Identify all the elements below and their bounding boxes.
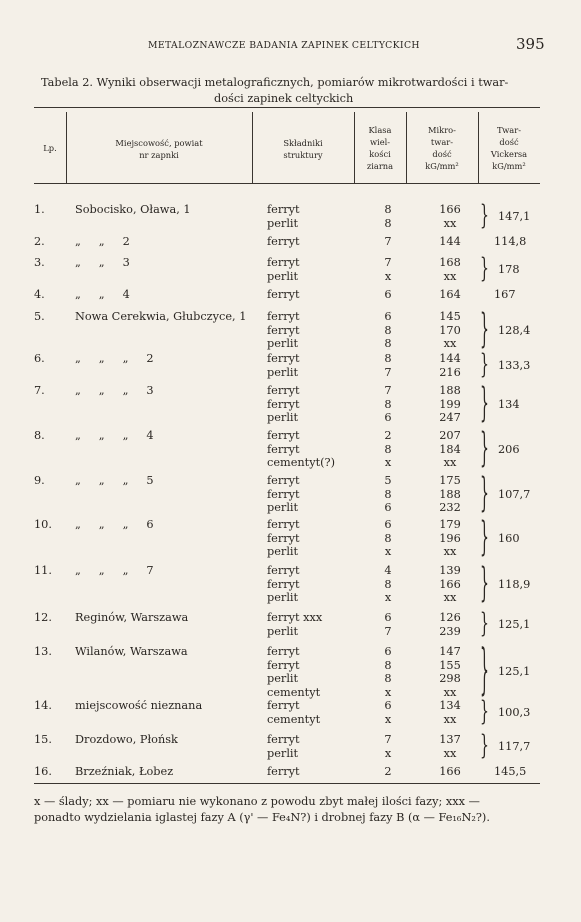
header-vickers-line: dość <box>499 137 519 147</box>
structure-component: ferryt <box>267 518 300 531</box>
location-name: „ „ „ 6 <box>75 518 154 531</box>
table-caption-line-1: Tabela 2. Wyniki obserwacji metalograficznych, pomiarów mikrotwardości i twar- <box>41 76 509 89</box>
vickers-hardness: 147,1 <box>498 209 531 223</box>
grouping-brace-icon: } <box>480 561 489 608</box>
location-name: Wilanów, Warszawa <box>75 645 188 658</box>
vickers-hardness: 125,1 <box>498 617 531 631</box>
grain-class: 2 <box>384 429 392 442</box>
grain-class: 8 <box>384 397 392 411</box>
row-number: 11. <box>34 564 52 577</box>
page-number: 395 <box>516 35 545 53</box>
row-number: 10. <box>34 518 52 531</box>
grain-class: 6 <box>384 288 392 301</box>
grain-class: 8 <box>384 577 392 591</box>
grouping-brace-icon: } <box>480 731 489 762</box>
row-number: 2. <box>34 235 45 248</box>
structure-component: ferryt <box>267 203 300 216</box>
structure-component: ferryt <box>267 658 300 672</box>
microhardness: 137 <box>439 733 461 746</box>
grain-class: 7 <box>384 235 392 248</box>
row-number: 1. <box>34 203 45 216</box>
microhardness: 184 <box>439 442 461 456</box>
grain-class: 7 <box>384 733 392 746</box>
microhardness: 216 <box>439 365 461 379</box>
structure-component: ferryt <box>267 323 300 337</box>
grain-class: 6 <box>384 699 392 712</box>
row-number: 9. <box>34 474 45 487</box>
grain-class: 6 <box>384 645 392 658</box>
header-components-line: struktury <box>283 150 323 160</box>
grain-class: 6 <box>384 411 392 424</box>
structure-component: perlit <box>267 591 299 604</box>
grain-class: 5 <box>384 474 392 487</box>
structure-component: ferryt <box>267 577 300 591</box>
running-head: METALOZNAWCZE BADANIA ZAPINEK CELTYCKICH <box>148 40 420 51</box>
grain-class: x <box>384 685 392 699</box>
footnote-line-2: ponadto wydzielania iglastej fazy A (γ' — Fe₄N?) i drobnej fazy B (α — Fe₁₆N₂?). <box>34 811 490 824</box>
table-caption-line-2: dości zapinek celtyckich <box>214 92 354 105</box>
grain-class: x <box>384 456 392 469</box>
header-microhardness-line: Mikro- <box>428 125 456 135</box>
microhardness: 144 <box>439 235 461 248</box>
vickers-hardness: 133,3 <box>498 358 531 372</box>
grain-class: 7 <box>384 384 392 397</box>
vickers-hardness: 118,9 <box>498 577 531 591</box>
grouping-brace-icon: } <box>480 350 489 381</box>
header-components-line: Składniki <box>283 138 323 148</box>
vickers-hardness: 117,7 <box>498 739 531 753</box>
structure-component: ferryt <box>267 235 300 248</box>
grain-class: x <box>384 591 392 604</box>
grain-class: 7 <box>384 365 392 379</box>
microhardness: 239 <box>439 624 461 638</box>
grouping-brace-icon: } <box>480 254 489 285</box>
grain-class: 8 <box>384 203 392 216</box>
structure-component: perlit <box>267 216 299 230</box>
grouping-brace-icon: } <box>480 471 489 518</box>
structure-component: ferryt xxx <box>267 611 323 624</box>
grouping-brace-icon: } <box>480 641 489 703</box>
header-lp: Lp. <box>43 143 57 153</box>
vickers-hardness: 107,7 <box>498 487 531 501</box>
grouping-brace-icon: } <box>480 381 489 428</box>
microhardness: 196 <box>439 531 461 545</box>
row-number: 13. <box>34 645 52 658</box>
header-location-line: nr zapnki <box>139 150 179 160</box>
structure-component: perlit <box>267 365 299 379</box>
structure-component: ferryt <box>267 429 300 442</box>
microhardness: 298 <box>439 672 461 685</box>
vickers-hardness: 145,5 <box>494 765 527 778</box>
header-grain-class-line: ziarna <box>366 161 394 171</box>
structure-component: cementyt <box>267 712 321 726</box>
row-number: 3. <box>34 256 45 269</box>
microhardness: 126 <box>439 611 461 624</box>
microhardness: 166 <box>439 765 461 778</box>
structure-component: perlit <box>267 672 299 685</box>
location-name: „ „ „ 2 <box>75 352 154 365</box>
header-vickers-line: kG/mm² <box>492 161 526 171</box>
microhardness: xx <box>443 337 457 350</box>
location-name: Sobocisko, Oława, 1 <box>75 203 191 216</box>
grouping-brace-icon: } <box>480 515 489 562</box>
microhardness: 144 <box>439 352 461 365</box>
microhardness: 166 <box>439 203 461 216</box>
location-name: „ „ 3 <box>75 256 130 269</box>
vickers-hardness: 125,1 <box>498 665 531 679</box>
grouping-brace-icon: } <box>480 697 489 728</box>
grain-class: 6 <box>384 501 392 514</box>
microhardness: 247 <box>439 411 461 424</box>
structure-component: ferryt <box>267 474 300 487</box>
microhardness: 179 <box>439 518 461 531</box>
vickers-hardness: 167 <box>494 288 516 301</box>
grain-class: 8 <box>384 442 392 456</box>
footnote-line-1: x — ślady; xx — pomiaru nie wykonano z powodu zbyt małej ilości fazy; xxx — <box>34 795 480 808</box>
structure-component: ferryt <box>267 310 300 323</box>
header-vickers-line: Vickersa <box>490 149 528 159</box>
grain-class: x <box>384 712 392 726</box>
structure-component: ferryt <box>267 256 300 269</box>
structure-component: perlit <box>267 269 299 283</box>
structure-component: ferryt <box>267 765 300 778</box>
grain-class: 2 <box>384 765 392 778</box>
row-number: 14. <box>34 699 52 712</box>
table-bottom-rule <box>34 783 540 784</box>
microhardness: 188 <box>439 384 461 397</box>
microhardness: 168 <box>439 256 461 269</box>
structure-component: perlit <box>267 501 299 514</box>
grain-class: 6 <box>384 310 392 323</box>
location-name: Reginów, Warszawa <box>75 611 189 624</box>
microhardness: xx <box>443 746 457 760</box>
microhardness: 139 <box>439 564 461 577</box>
structure-component: ferryt <box>267 733 300 746</box>
header-location-line: Miejscowość, powiat <box>115 138 203 148</box>
microhardness: 166 <box>439 577 461 591</box>
location-name: „ „ „ 4 <box>75 429 154 442</box>
microhardness: 164 <box>439 288 461 301</box>
grouping-brace-icon: } <box>480 307 489 354</box>
structure-component: ferryt <box>267 384 300 397</box>
header-vickers-line: Twar- <box>496 125 522 135</box>
structure-component: perlit <box>267 545 299 558</box>
microhardness: xx <box>443 216 457 230</box>
row-number: 7. <box>34 384 45 397</box>
structure-component: perlit <box>267 411 299 424</box>
microhardness: xx <box>443 685 457 699</box>
microhardness: xx <box>443 591 457 604</box>
structure-component: perlit <box>267 624 299 638</box>
microhardness: 145 <box>439 310 461 323</box>
structure-component: cementyt <box>267 685 321 699</box>
vickers-hardness: 114,8 <box>494 235 527 248</box>
microhardness: 232 <box>439 501 461 514</box>
structure-component: ferryt <box>267 699 300 712</box>
vickers-hardness: 178 <box>498 262 520 276</box>
header-grain-class-line: Klasa <box>368 125 392 135</box>
vickers-hardness: 100,3 <box>498 705 531 719</box>
location-name: miejscowość nieznana <box>75 699 203 712</box>
location-name: „ „ „ 5 <box>75 474 154 487</box>
grain-class: 8 <box>384 487 392 501</box>
vickers-hardness: 134 <box>498 397 520 411</box>
microhardness: 199 <box>439 397 461 411</box>
row-number: 15. <box>34 733 52 746</box>
header-grain-class-line: kości <box>369 149 391 159</box>
grain-class: 8 <box>384 672 392 685</box>
grain-class: 8 <box>384 352 392 365</box>
location-name: „ „ „ 3 <box>75 384 154 397</box>
grouping-brace-icon: } <box>480 426 489 473</box>
structure-component: cementyt(?) <box>267 456 336 469</box>
grain-class: 7 <box>384 624 392 638</box>
structure-component: ferryt <box>267 531 300 545</box>
structure-component: ferryt <box>267 352 300 365</box>
vickers-hardness: 206 <box>498 442 520 456</box>
header-grain-class-line: wiel- <box>369 137 391 147</box>
microhardness: xx <box>443 456 457 469</box>
structure-component: ferryt <box>267 564 300 577</box>
grain-class: x <box>384 269 392 283</box>
microhardness: 155 <box>439 658 461 672</box>
grain-class: 7 <box>384 256 392 269</box>
microhardness: xx <box>443 545 457 558</box>
location-name: „ „ 4 <box>75 288 130 301</box>
structure-component: perlit <box>267 746 299 760</box>
vickers-hardness: 128,4 <box>498 323 531 337</box>
microhardness: 170 <box>439 323 461 337</box>
vickers-hardness: 160 <box>498 531 520 545</box>
microhardness: xx <box>443 269 457 283</box>
row-number: 16. <box>34 765 52 778</box>
structure-component: ferryt <box>267 442 300 456</box>
microhardness: 134 <box>439 699 461 712</box>
microhardness: 147 <box>439 645 461 658</box>
grain-class: 8 <box>384 531 392 545</box>
structure-component: ferryt <box>267 288 300 301</box>
structure-component: ferryt <box>267 397 300 411</box>
grain-class: 8 <box>384 216 392 230</box>
header-microhardness-line: kG/mm² <box>425 161 459 171</box>
structure-component: perlit <box>267 337 299 350</box>
row-number: 4. <box>34 288 45 301</box>
grain-class: 6 <box>384 611 392 624</box>
grain-class: x <box>384 545 392 558</box>
location-name: „ „ „ 7 <box>75 564 154 577</box>
location-name: Drozdowo, Płońsk <box>75 733 178 746</box>
grain-class: 6 <box>384 518 392 531</box>
grain-class: x <box>384 746 392 760</box>
location-name: Nowa Cerekwia, Głubczyce, 1 <box>75 310 247 323</box>
grouping-brace-icon: } <box>480 201 489 232</box>
header-microhardness-line: dość <box>432 149 452 159</box>
grain-class: 4 <box>384 564 392 577</box>
row-number: 5. <box>34 310 45 323</box>
microhardness: 188 <box>439 487 461 501</box>
structure-component: ferryt <box>267 487 300 501</box>
location-name: Brzeźniak, Łobez <box>75 765 174 778</box>
header-microhardness-line: twar- <box>430 137 454 147</box>
structure-component: ferryt <box>267 645 300 658</box>
row-number: 12. <box>34 611 52 624</box>
row-number: 8. <box>34 429 45 442</box>
grain-class: 8 <box>384 658 392 672</box>
grain-class: 8 <box>384 337 392 350</box>
row-number: 6. <box>34 352 45 365</box>
microhardness: 207 <box>439 429 461 442</box>
microhardness: xx <box>443 712 457 726</box>
microhardness: 175 <box>439 474 461 487</box>
location-name: „ „ 2 <box>75 235 130 248</box>
grain-class: 8 <box>384 323 392 337</box>
grouping-brace-icon: } <box>480 609 489 640</box>
